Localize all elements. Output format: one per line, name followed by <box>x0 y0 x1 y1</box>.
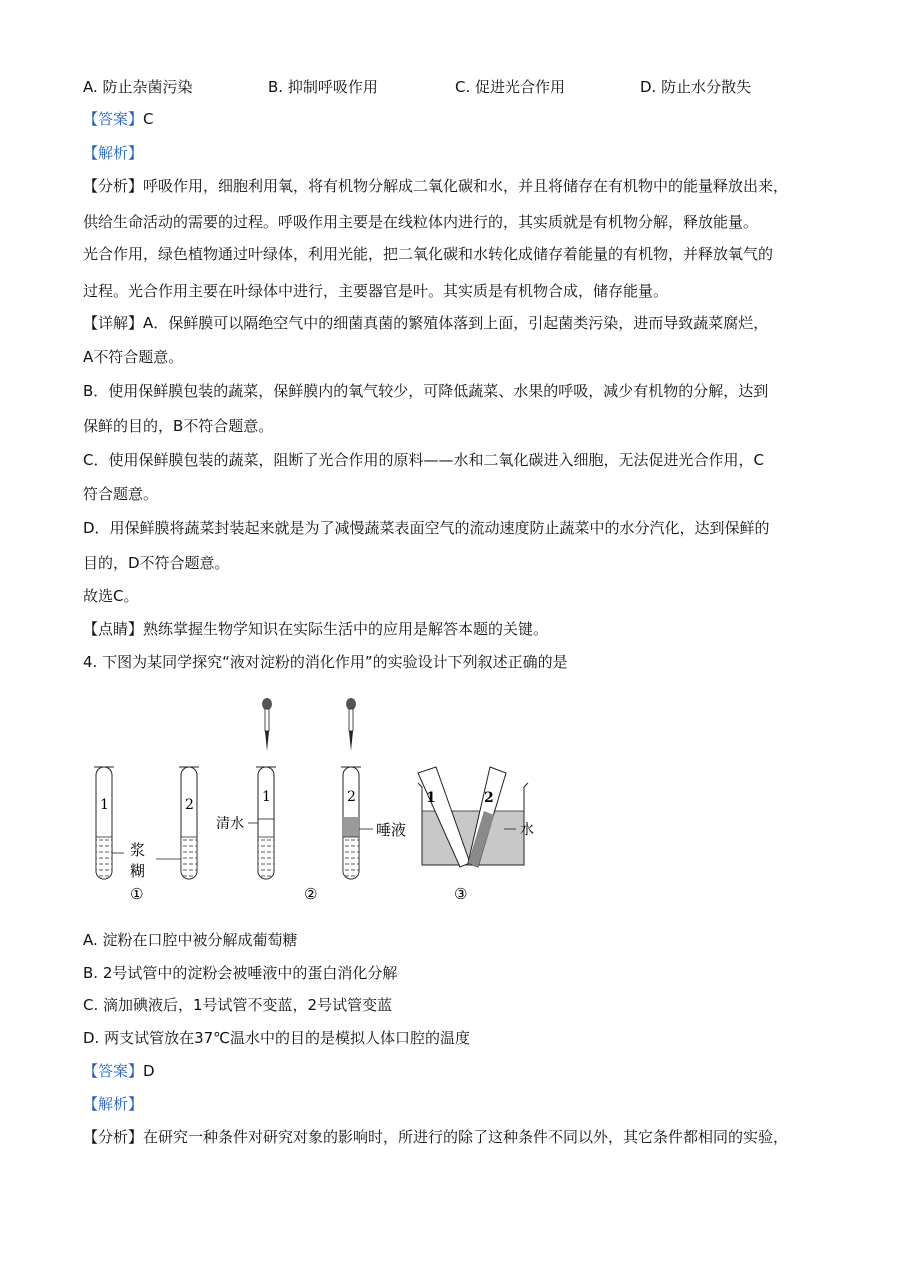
q4-option-b: B. 2号试管中的淀粉会被唾液中的蛋白消化分解 <box>83 964 398 982</box>
step2-tube2 <box>341 767 361 879</box>
line-text: 供给生命活动的需要的过程。呼吸作用主要是在线粒体内进行的，其实质就是有机物分解，释放能量。 <box>83 213 759 231</box>
line-text: A不符合题意。 <box>83 348 184 366</box>
q4-option-c: C. 滴加碘液后，1号试管不变蓝，2号试管变蓝 <box>83 996 393 1014</box>
q3-line-7 <box>83 381 768 401</box>
line-tag: 【点睛】 <box>83 620 144 638</box>
line-text: 光合作用，绿色植物通过叶绿体，利用光能，把二氧化碳和水转化成储存着能量的有机物，并释放氧气的 <box>83 245 774 263</box>
q4-stem: 4. 下图为某同学探究“液对淀粉的消化作用”的实验设计下列叙述正确的是 <box>83 653 568 671</box>
answer-value: D <box>143 1062 155 1080</box>
q3-analysis-heading <box>83 143 143 163</box>
water-bath-beaker <box>418 767 528 867</box>
tube2-label: 2 <box>185 797 194 813</box>
tube2-label: 2 <box>347 789 356 805</box>
q4-option-a: A. 淀粉在口腔中被分解成葡萄糖 <box>83 931 298 949</box>
q3-option-c: C. 促进光合作用 <box>455 78 566 96</box>
step3-number: ③ <box>454 885 468 903</box>
analysis-tag: 【解析】 <box>83 1095 144 1113</box>
analysis-tag: 【解析】 <box>83 144 144 162</box>
starch-label-2: 糊 <box>130 862 146 880</box>
water-label: 清水 <box>216 816 244 832</box>
q3-line-11 <box>83 518 770 538</box>
q3-line-13 <box>83 586 138 606</box>
line-text: 符合题意。 <box>83 485 159 503</box>
q4-analysis-line <box>83 1127 788 1147</box>
q3-line-3 <box>83 244 773 264</box>
line-text: B．使用保鲜膜包装的蔬菜，保鲜膜内的氧气较少，可降低蔬菜、水果的呼吸，减少有机物的分解，达到 <box>83 382 769 400</box>
q3-option-d: D. 防止水分散失 <box>640 78 752 96</box>
line-text: D．用保鲜膜将蔬菜封装起来就是为了减慢蔬菜表面空气的流动速度防止蔬菜中的水分汽化，达到保鲜的 <box>83 519 770 537</box>
q3-option-b: B. 抑制呼吸作用 <box>268 78 378 96</box>
q3-line-8 <box>83 416 273 436</box>
experiment-diagram <box>86 693 556 908</box>
line-text: 保鲜的目的，B不符合题意。 <box>83 417 274 435</box>
answer-tag: 【答案】 <box>83 1062 144 1080</box>
line-tag: 【详解】 <box>83 314 144 332</box>
q3-line-12 <box>83 553 230 573</box>
step1-number: ① <box>130 885 144 903</box>
dropper-icon <box>262 698 272 751</box>
tube2-label: 2 <box>484 790 494 806</box>
step2-number: ② <box>304 885 318 903</box>
line-text: 呼吸作用，细胞利用氧，将有机物分解成二氧化碳和水，并且将储存在有机物中的能量释放出来， <box>143 177 789 195</box>
bath-label: 水 <box>520 822 534 838</box>
q3-line-1 <box>83 176 788 196</box>
step1-tube2 <box>179 767 199 879</box>
tube1-label: 1 <box>100 797 109 813</box>
step1-tube1 <box>94 767 114 879</box>
line-tag: 【分析】 <box>83 1128 144 1146</box>
q4-answer <box>83 1061 155 1081</box>
q3-line-2 <box>83 212 758 232</box>
q3-line-14 <box>83 619 548 639</box>
q3-line-10 <box>83 484 158 504</box>
q4-option-d: D. 两支试管放在37℃温水中的目的是模拟人体口腔的温度 <box>83 1029 471 1047</box>
line-tag: 【分析】 <box>83 177 144 195</box>
step2-tube1 <box>256 767 276 879</box>
tube1-label: 1 <box>262 789 271 805</box>
tube1-label: 1 <box>426 790 436 806</box>
q3-line-5 <box>83 313 768 333</box>
q3-option-a: A. 防止杂菌污染 <box>83 78 193 96</box>
line-text: 熟练掌握生物学知识在实际生活中的应用是解答本题的关键。 <box>143 620 549 638</box>
q3-line-4 <box>83 281 668 301</box>
line-text: 在研究一种条件对研究对象的影响时，所进行的除了这种条件不同以外，其它条件都相同的实验， <box>143 1128 789 1146</box>
answer-tag: 【答案】 <box>83 110 144 128</box>
q3-line-9 <box>83 450 764 470</box>
dropper-icon <box>346 698 356 751</box>
line-text: 目的，D不符合题意。 <box>83 554 230 572</box>
line-text: C．使用保鲜膜包装的蔬菜，阻断了光合作用的原料——水和二氧化碳进入细胞，无法促进光合作用，C <box>83 451 764 469</box>
q3-line-6 <box>83 347 183 367</box>
line-text: 故选C。 <box>83 587 139 605</box>
line-text: 过程。光合作用主要在叶绿体中进行，主要器官是叶。其实质是有机物合成，储存能量。 <box>83 282 669 300</box>
line-text: A．保鲜膜可以隔绝空气中的细菌真菌的繁殖体落到上面，引起菌类污染，进而导致蔬菜腐烂， <box>143 314 769 332</box>
q4-analysis-heading <box>83 1094 143 1114</box>
saliva-label: 唾液 <box>376 821 407 839</box>
answer-value: C <box>143 110 154 128</box>
starch-label-1: 浆 <box>130 841 146 859</box>
q3-answer <box>83 109 154 129</box>
